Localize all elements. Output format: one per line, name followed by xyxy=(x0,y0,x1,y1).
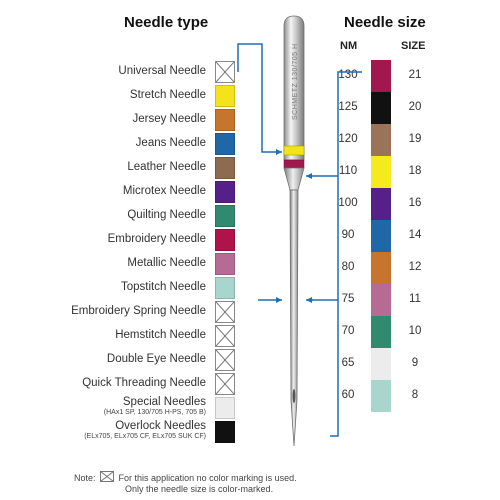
size-value: 21 xyxy=(408,69,422,81)
note-line-1: For this application no color marking is used. xyxy=(118,473,297,483)
needle-type-label: Embroidery Needle xyxy=(107,233,206,245)
size-value: 16 xyxy=(408,197,422,209)
needle-type-label: Metallic Needle xyxy=(127,257,206,269)
needle-type-label: Microtex Needle xyxy=(122,185,206,197)
needle-size-arrow xyxy=(306,72,362,176)
size-value: 14 xyxy=(408,229,422,241)
needle-type-label: Embroidery Spring Needle xyxy=(71,305,206,317)
size-value: 18 xyxy=(408,165,422,177)
size-value: 12 xyxy=(408,261,422,273)
note-prefix: Note: xyxy=(74,473,96,483)
note-line-2: Only the needle size is color-marked. xyxy=(125,484,274,494)
needle-type-label: Quilting Needle xyxy=(127,209,206,221)
needle-type-band xyxy=(284,146,304,155)
nm-value: 110 xyxy=(338,165,358,177)
nm-value: 90 xyxy=(341,229,355,241)
nm-value: 65 xyxy=(341,357,355,369)
needle-eye xyxy=(293,389,296,403)
size-value: 19 xyxy=(408,133,422,145)
nm-value: 80 xyxy=(341,261,355,273)
nm-value: 130 xyxy=(338,69,358,81)
needle-type-label: Topstitch Needle xyxy=(120,281,206,293)
no-marking-icon xyxy=(100,471,114,482)
size-value: 9 xyxy=(411,357,419,369)
needle-size-band xyxy=(284,160,304,168)
needle-blade xyxy=(290,190,298,446)
nm-value: 120 xyxy=(338,133,358,145)
nm-value: 125 xyxy=(338,101,358,113)
size-value: 11 xyxy=(409,293,421,305)
size-color-arrow xyxy=(307,176,338,436)
needle-type-label: Jeans Needle xyxy=(135,137,206,149)
size-value: 10 xyxy=(408,325,422,337)
needle-type-arrow xyxy=(238,44,282,152)
needle-type-label: Overlock Needles xyxy=(115,420,206,432)
size-column-heading: SIZE xyxy=(401,40,426,52)
nm-value: 70 xyxy=(341,325,355,337)
needle-type-label: Hemstitch Needle xyxy=(115,329,206,341)
needle-type-label: Stretch Needle xyxy=(129,89,206,101)
nm-value: 60 xyxy=(341,389,355,401)
needle-marking-text: SCHMETZ 130/705 H xyxy=(292,43,299,120)
needle-type-heading: Needle type xyxy=(124,14,209,31)
needle-type-sublabel: (ELx705, ELx705 CF, ELx705 SUK CF) xyxy=(84,433,206,440)
needle-type-label: Special Needles xyxy=(122,396,206,408)
needle-type-label: Double Eye Needle xyxy=(106,353,206,365)
needle-type-label: Jersey Needle xyxy=(132,113,206,125)
nm-column-heading: NM xyxy=(340,40,358,52)
size-value: 20 xyxy=(408,101,422,113)
needle-type-sublabel: (HAx1 SP, 130/705 H-PS, 705 B) xyxy=(103,409,206,416)
needle-size-heading: Needle size xyxy=(344,14,426,31)
needle-taper xyxy=(284,168,304,190)
nm-value: 100 xyxy=(338,197,358,209)
size-value: 8 xyxy=(411,389,419,401)
needle-type-label: Leather Needle xyxy=(127,161,206,173)
nm-value: 75 xyxy=(341,293,355,305)
needle-type-label: Quick Threading Needle xyxy=(82,377,206,389)
note xyxy=(74,471,297,483)
needle-type-label: Universal Needle xyxy=(118,65,206,77)
